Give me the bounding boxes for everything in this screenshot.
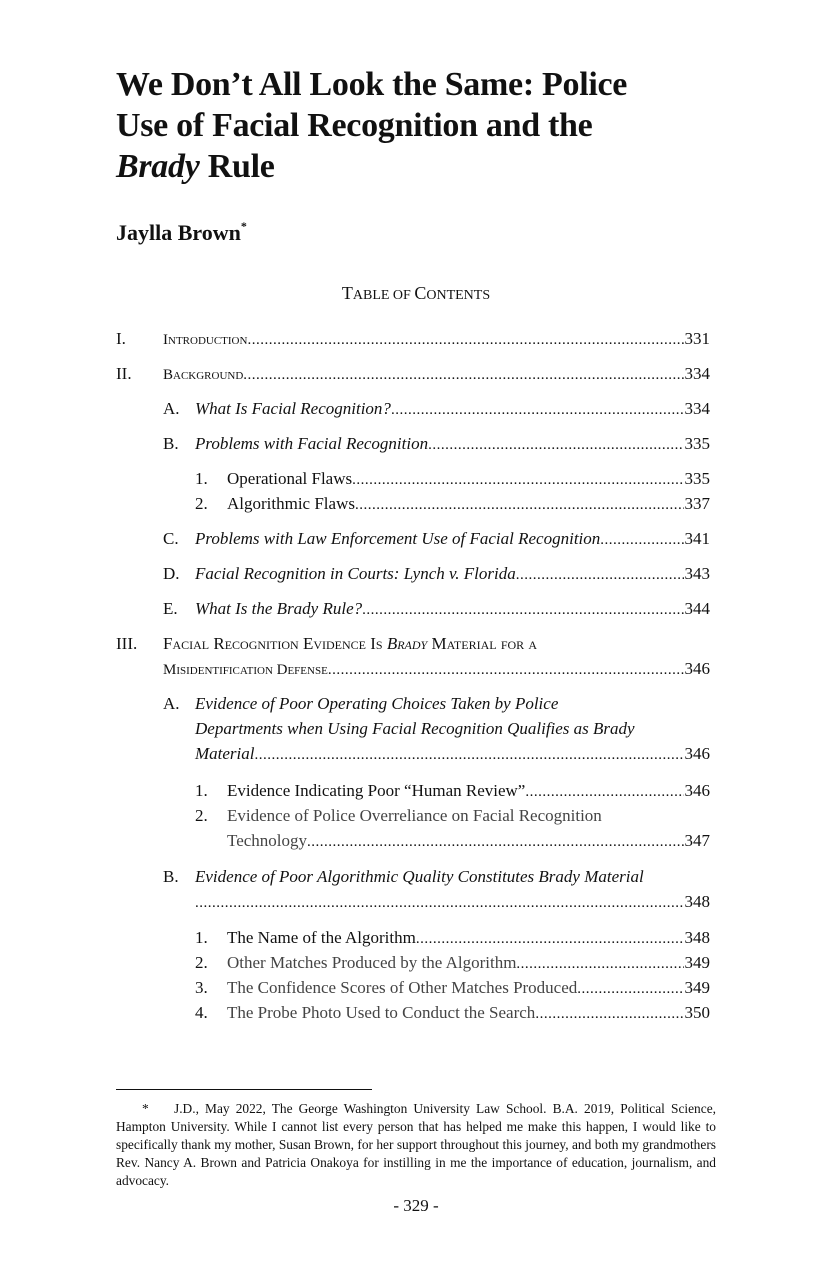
toc-heading: TABLE OF CONTENTS	[341, 283, 491, 303]
toc-entry-name-of-algorithm[interactable]: The Name of the Algorithm ..... 348	[227, 927, 710, 949]
toc-entry-III-line-1[interactable]: Facial Recognition Evidence Is Brady Material for a	[163, 634, 538, 653]
toc-num-II-B-1: 1.	[195, 469, 208, 488]
author-footnote	[116, 1100, 716, 1190]
toc-num-II-B: B.	[163, 434, 179, 453]
footnote-text: J.D., May 2022, The George Washington University Law School. B.A. 2019, Political Science, Hampton University. While I cannot list every person that has helped me make this happen, I would like to specifically thank my mother, Susan Brown, for her support throughout this journey, and both my grandmothers Rev. Nancy A. Brown and Patricia Onakoya for instilling in me the importance of education, journalism, and advocacy.	[116, 1101, 716, 1188]
toc-entry-III-line-2[interactable]: Misidentification Defense ..... 346	[163, 658, 710, 680]
footnote-divider	[116, 1089, 372, 1090]
title-line-2: Use of Facial Recognition and the	[116, 107, 593, 144]
toc-entry-brady-rule[interactable]: What Is the Brady Rule? ..... 344	[195, 598, 710, 620]
title-brady-italic: Brady	[116, 148, 200, 185]
toc-entry-algorithmic-quality-line-2[interactable]: ..... 348	[195, 891, 710, 913]
toc-entry-algorithmic-quality-line-1[interactable]: Evidence of Poor Algorithmic Quality Constitutes Brady Material	[195, 867, 644, 886]
toc-entry-lynch-v-florida[interactable]: Facial Recognition in Courts: Lynch v. Florida ..... 343	[195, 563, 710, 585]
toc-num-II-B-2: 2.	[195, 494, 208, 513]
toc-entry-III-A-line-1[interactable]: Evidence of Poor Operating Choices Taken by Police	[195, 694, 559, 713]
toc-entry-overreliance-line-1[interactable]: Evidence of Police Overreliance on Facial Recognition	[227, 806, 602, 825]
toc-num-III: III.	[116, 634, 138, 653]
article-title	[116, 64, 756, 187]
toc-entry-introduction[interactable]: Introduction ..... 331	[163, 328, 710, 350]
toc-entry-human-review[interactable]: Evidence Indicating Poor “Human Review” ..... 346	[227, 780, 710, 802]
toc-num-II-E: E.	[163, 599, 178, 618]
author-name	[116, 219, 247, 246]
toc-num-III-B: B.	[163, 867, 179, 886]
toc-num-II-A: A.	[163, 399, 180, 418]
toc-entry-probe-photo[interactable]: The Probe Photo Used to Conduct the Search ..... 350	[227, 1002, 710, 1024]
toc-num-III-A-2: 2.	[195, 806, 208, 825]
toc-num-I: I.	[116, 329, 126, 348]
toc-entry-operational-flaws[interactable]: Operational Flaws ..... 335	[227, 468, 710, 490]
toc-entry-problems-with-facial-recognition[interactable]: Problems with Facial Recognition ..... 335	[195, 433, 710, 455]
toc-entry-other-matches[interactable]: Other Matches Produced by the Algorithm ..... 349	[227, 952, 710, 974]
toc-entry-background[interactable]: Background ..... 334	[163, 363, 710, 385]
title-line-1: We Don’t All Look the Same: Police	[116, 66, 628, 103]
toc-entry-overreliance-line-2[interactable]: Technology ..... 347	[227, 830, 710, 852]
toc-entry-III-A-line-3[interactable]: Material ..... 346	[195, 743, 710, 765]
toc-num-III-B-2: 2.	[195, 953, 208, 972]
title-line-3-rest: Rule	[199, 148, 275, 185]
toc-num-III-B-3: 3.	[195, 978, 208, 997]
toc-entry-III-A-line-2[interactable]: Departments when Using Facial Recognition Qualifies as Brady	[195, 719, 635, 738]
toc-num-II-D: D.	[163, 564, 180, 583]
toc-entry-algorithmic-flaws[interactable]: Algorithmic Flaws ..... 337	[227, 493, 710, 515]
toc-entry-law-enforcement-use[interactable]: Problems with Law Enforcement Use of Facial Recognition ..... 341	[195, 528, 710, 550]
toc-num-II: II.	[116, 364, 132, 383]
toc-num-III-B-4: 4.	[195, 1003, 208, 1022]
toc-num-II-C: C.	[163, 529, 179, 548]
toc-num-III-A-1: 1.	[195, 781, 208, 800]
page-number: - 329 -	[393, 1196, 439, 1215]
toc-num-III-B-1: 1.	[195, 928, 208, 947]
author-footnote-mark[interactable]: *	[240, 219, 247, 233]
toc-entry-confidence-scores[interactable]: The Confidence Scores of Other Matches Produced ..... 349	[227, 977, 710, 999]
author-text: Jaylla Brown	[116, 220, 241, 245]
footnote-mark: *	[142, 1101, 149, 1116]
toc-entry-what-is-facial-recognition[interactable]: What Is Facial Recognition? ..... 334	[195, 398, 710, 420]
toc-num-III-A: A.	[163, 694, 180, 713]
